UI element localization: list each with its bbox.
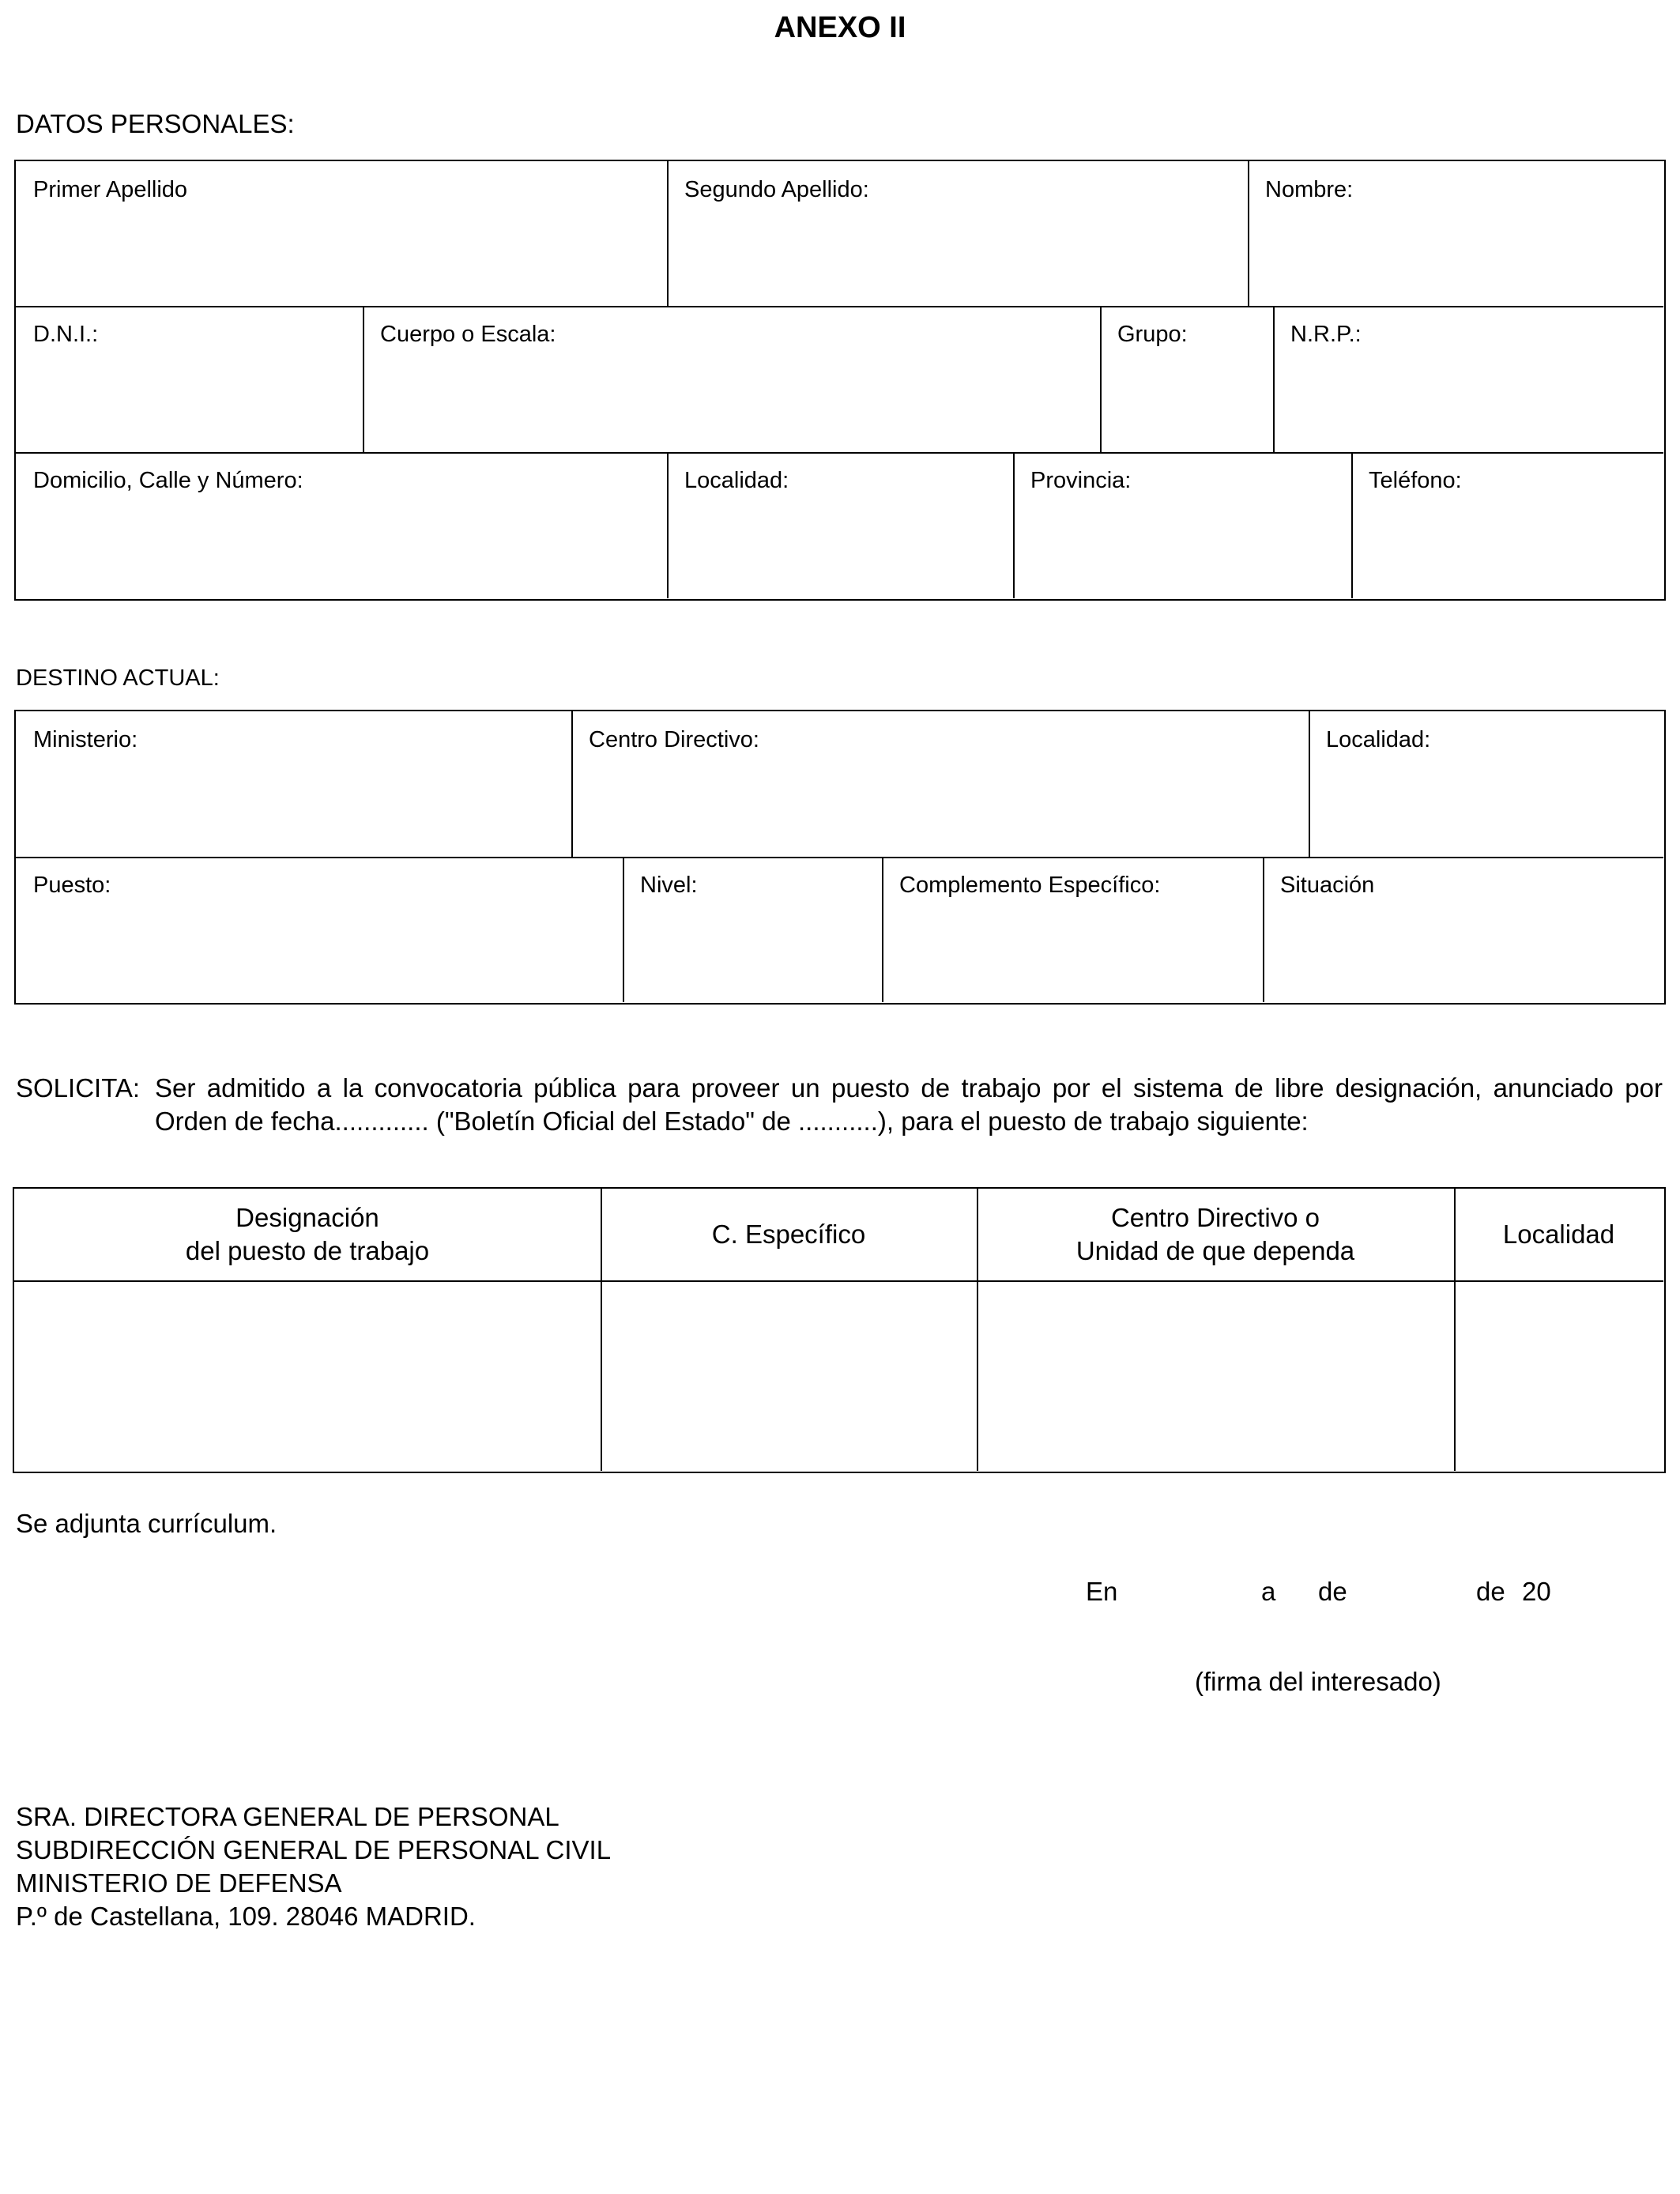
field-label: Grupo:: [1117, 322, 1188, 347]
centro-directivo-input[interactable]: [977, 1280, 1456, 1471]
primer-apellido-field[interactable]: [16, 161, 669, 307]
puesto-field[interactable]: [16, 857, 624, 1002]
field-label: Nivel:: [640, 873, 698, 898]
provincia-field[interactable]: [1013, 452, 1353, 598]
field-label: Primer Apellido: [33, 177, 188, 202]
ministerio-field[interactable]: [16, 711, 573, 858]
fecha-en: En: [1086, 1577, 1118, 1606]
solicita-text: Ser admitido a la convocatoria pública para proveer un puesto de trabajo por el sistema de libre designación, anunciado por Orden de fecha............. ("Boletín Oficial del Estado" de ...........), para el puesto de trabajo siguiente:: [155, 1073, 1663, 1136]
situacion-field[interactable]: [1263, 857, 1663, 1002]
destino-actual-table: [14, 710, 1666, 1005]
segundo-apellido-field[interactable]: [667, 161, 1249, 307]
field-label: Puesto:: [33, 873, 111, 898]
field-label: N.R.P.:: [1290, 322, 1362, 347]
fecha-de-1: de: [1318, 1577, 1347, 1606]
telefono-field[interactable]: [1351, 452, 1663, 598]
field-label: Centro Directivo:: [589, 727, 759, 752]
localidad-field[interactable]: [667, 452, 1015, 598]
field-label: Ministerio:: [33, 727, 138, 752]
solicita-label: SOLICITA:: [16, 1073, 141, 1103]
field-label: Complemento Específico:: [899, 873, 1161, 898]
nombre-field[interactable]: [1248, 161, 1663, 307]
cuerpo-escala-field[interactable]: [363, 306, 1102, 454]
dni-field[interactable]: [16, 306, 364, 454]
destinatario-line-2: SUBDIRECCIÓN GENERAL DE PERSONAL CIVIL: [16, 1835, 612, 1864]
datos-personales-heading: DATOS PERSONALES:: [16, 109, 295, 138]
designacion-input[interactable]: [14, 1280, 602, 1471]
localidad-destino-field[interactable]: [1309, 711, 1663, 858]
field-label: Teléfono:: [1369, 468, 1462, 493]
column-header-c-especifico: C. Específico: [601, 1189, 978, 1282]
adjunta-curriculum: Se adjunta currículum.: [16, 1509, 277, 1538]
field-label: Domicilio, Calle y Número:: [33, 468, 303, 493]
localidad-input[interactable]: [1454, 1280, 1663, 1471]
column-header-localidad: Localidad: [1454, 1189, 1663, 1282]
field-label: Provincia:: [1030, 468, 1132, 493]
destinatario-line-3: MINISTERIO DE DEFENSA: [16, 1868, 342, 1898]
column-header-centro-directivo: Centro Directivo o Unidad de que dependa: [977, 1189, 1456, 1282]
complemento-especifico-field[interactable]: [882, 857, 1264, 1002]
field-label: Situación: [1280, 873, 1375, 898]
grupo-field[interactable]: [1100, 306, 1275, 454]
domicilio-field[interactable]: [16, 452, 669, 598]
puesto-solicitado-table: [13, 1187, 1666, 1473]
nrp-field[interactable]: [1273, 306, 1663, 454]
field-label: Cuerpo o Escala:: [380, 322, 556, 347]
field-label: Localidad:: [1326, 727, 1431, 752]
fecha-a: a: [1261, 1577, 1276, 1606]
column-header-designacion: Designación del puesto de trabajo: [14, 1189, 602, 1282]
field-label: Nombre:: [1265, 177, 1354, 202]
page-title: ANEXO II: [774, 11, 906, 44]
fecha-de-2: de: [1476, 1577, 1505, 1606]
firma-interesado: (firma del interesado): [1195, 1667, 1441, 1696]
destinatario-line-4: P.º de Castellana, 109. 28046 MADRID.: [16, 1902, 476, 1931]
destino-actual-heading: DESTINO ACTUAL:: [16, 665, 220, 691]
centro-directivo-field[interactable]: [571, 711, 1310, 858]
field-label: D.N.I.:: [33, 322, 99, 347]
destinatario-line-1: SRA. DIRECTORA GENERAL DE PERSONAL: [16, 1802, 559, 1831]
datos-personales-table: [14, 160, 1666, 601]
field-label: Segundo Apellido:: [684, 177, 869, 202]
nivel-field[interactable]: [623, 857, 883, 1002]
field-label: Localidad:: [684, 468, 789, 493]
fecha-year: 20: [1522, 1577, 1551, 1606]
c-especifico-input[interactable]: [601, 1280, 978, 1471]
